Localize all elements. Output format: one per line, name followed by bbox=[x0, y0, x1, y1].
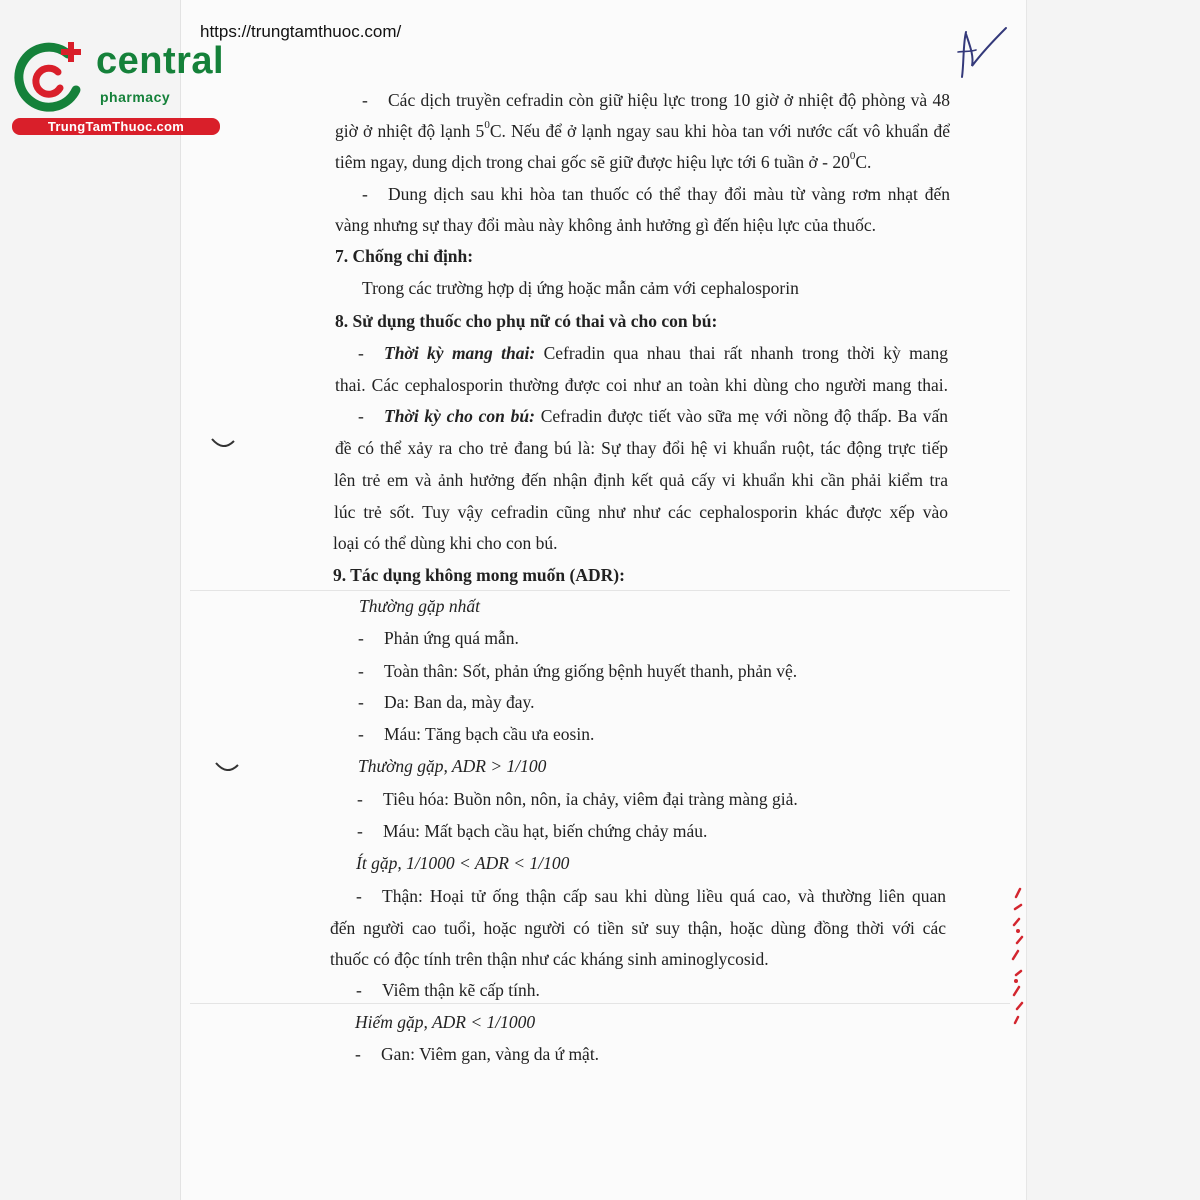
adr-group-uncommon: Ít gặp, 1/1000 < ADR < 1/100 bbox=[356, 853, 570, 873]
section-9-heading: 9. Tác dụng không mong muốn (ADR): bbox=[333, 565, 625, 585]
pregnancy-line-2: thai. Các cephalosporin thường được coi như an toàn khi dùng cho người mang thai. bbox=[335, 375, 948, 395]
list-item: - Da: Ban da, mày đay. bbox=[358, 692, 535, 712]
storage-line-1: - Các dịch truyền cefradin còn giữ hiệu lực trong 10 giờ ở nhiệt độ phòng và 48 bbox=[362, 90, 950, 110]
kidney-line-1: - Thận: Hoại tử ống thận cấp sau khi dùng liều quá cao, và thường liên quan bbox=[356, 886, 946, 906]
breastfeeding-label: Thời kỳ cho con bú: bbox=[384, 406, 535, 426]
list-item: - Phản ứng quá mẫn. bbox=[358, 628, 519, 648]
brand-name: central bbox=[96, 40, 225, 82]
list-item: - Máu: Mất bạch cầu hạt, biến chứng chảy máu. bbox=[357, 821, 708, 841]
punch-hole-mark bbox=[212, 760, 242, 776]
section-7-text: Trong các trường hợp dị ứng hoặc mẫn cảm với cephalosporin bbox=[362, 278, 799, 298]
brand-site-bar: TrungTamThuoc.com bbox=[12, 118, 220, 135]
red-stamp-edge bbox=[1006, 885, 1024, 1025]
watermark-url: https://trungtamthuoc.com/ bbox=[200, 22, 402, 41]
fold-line bbox=[190, 1003, 1010, 1004]
list-item: - Gan: Viêm gan, vàng da ứ mật. bbox=[355, 1044, 600, 1064]
kidney-line-3: thuốc có độc tính trên thận như các kháng sinh aminoglycosid. bbox=[330, 949, 769, 969]
central-pharmacy-logo bbox=[10, 38, 225, 138]
storage-line-3: tiêm ngay, dung dịch trong chai gốc sẽ giữ được hiệu lực tới 6 tuần ở - $20^0C$. bbox=[335, 150, 872, 172]
list-item: - Máu: Tăng bạch cầu ưa eosin. bbox=[358, 724, 595, 744]
breastfeeding-line-1: - Thời kỳ cho con bú: Cefradin được tiết vào sữa mẹ với nồng độ thấp. Ba vấn bbox=[358, 406, 948, 426]
handwritten-initials bbox=[952, 22, 1012, 82]
adr-group-rare: Hiếm gặp, ADR < 1/1000 bbox=[355, 1012, 536, 1032]
punch-hole-mark bbox=[208, 436, 238, 452]
list-item: - Tiêu hóa: Buồn nôn, nôn, ỉa chảy, viêm đại tràng màng giả. bbox=[357, 789, 798, 809]
breastfeeding-line-5: loại có thể dùng khi cho con bú. bbox=[333, 533, 558, 553]
kidney-line-2: đến người cao tuổi, hoặc người có tiền sử suy thận, hoặc dùng đồng thời với các bbox=[330, 918, 946, 938]
section-8-heading: 8. Sử dụng thuốc cho phụ nữ có thai và cho con bú: bbox=[335, 311, 718, 331]
breastfeeding-line-4: lúc trẻ sốt. Tuy vậy cefradin cũng như như các cephalosporin khác được xếp vào bbox=[334, 502, 948, 522]
list-item: - Viêm thận kẽ cấp tính. bbox=[356, 980, 540, 1000]
section-7-heading: 7. Chống chỉ định: bbox=[335, 246, 474, 266]
list-item: - Toàn thân: Sốt, phản ứng giống bệnh huyết thanh, phản vệ. bbox=[358, 661, 798, 681]
storage-line-5: vàng nhưng sự thay đổi màu này không ảnh hưởng gì đến hiệu lực của thuốc. bbox=[335, 215, 876, 235]
adr-group-common: Thường gặp, ADR > 1/100 bbox=[358, 756, 547, 776]
breastfeeding-line-3: lên trẻ em và ảnh hưởng đến nhận định kết quả cấy vi khuẩn khi cần phải kiểm tra bbox=[334, 470, 948, 490]
adr-group-most-common: Thường gặp nhất bbox=[359, 596, 480, 616]
breastfeeding-line-2: đề có thể xảy ra cho trẻ đang bú là: Sự thay đổi hệ vi khuẩn ruột, tác động trực tiếp bbox=[335, 438, 948, 458]
storage-line-4: - Dung dịch sau khi hòa tan thuốc có thể thay đổi màu từ vàng rơm nhạt đến bbox=[362, 184, 950, 204]
storage-line-2: giờ ở nhiệt độ lạnh $5^0C$. Nếu để ở lạnh ngay sau khi hòa tan với nước cất vô khuẩn để bbox=[335, 119, 950, 141]
pharmacy-cross-logo-icon bbox=[10, 38, 90, 118]
brand-subtitle: pharmacy bbox=[100, 89, 171, 105]
pregnancy-label: Thời kỳ mang thai: bbox=[384, 343, 536, 363]
pregnancy-line-1: - Thời kỳ mang thai: Cefradin qua nhau thai rất nhanh trong thời kỳ mang bbox=[358, 343, 949, 363]
